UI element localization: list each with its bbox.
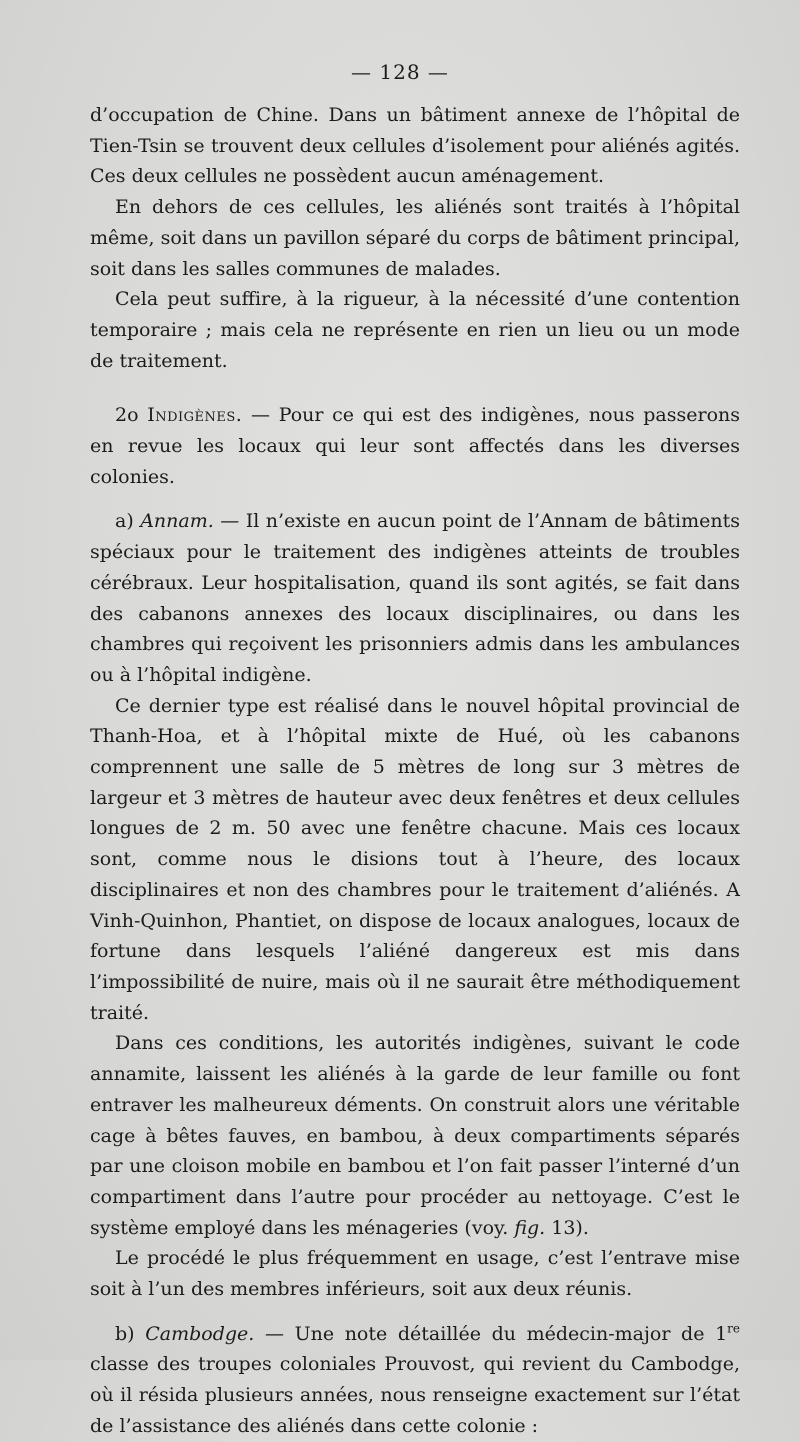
section-heading: Indigènes. bbox=[147, 404, 243, 427]
figure-reference: fig. bbox=[514, 1216, 546, 1239]
paragraph: d’occupation de Chine. Dans un bâtiment annexe de l’hôpital de Tien-Tsin se trouvent deux cellules d’isolement pour aliénés agités. Ces deux cellules ne possèdent aucun aménagement. bbox=[90, 104, 740, 188]
section-text: — Pour ce qui est des indigènes, nous passerons en revue les locaux qui leur sont affectés dans les diverses colonies. bbox=[90, 404, 741, 488]
subsection-title: Cambodge. bbox=[145, 1322, 255, 1345]
subsection-text: — Il n’existe en aucun point de l’Annam de bâtiments spéciaux pour le traitement des indigènes atteints de troubles cérébraux. Leur hospitalisation, quand ils sont agités, se fait dans des cabanons annexes des locaux disciplinaires, ou dans les chambres qui reçoivent les prisonniers admis dans les ambulances ou à l’hôpital indigène. bbox=[90, 510, 741, 686]
subsection-text-after: classe des troupes coloniales Prouvost, qui revient du Cambodge, où il résida plusieurs années, nous renseigne exactement sur l’état de l’assistance des aliénés dans cette colonie : bbox=[90, 1353, 740, 1437]
subsection-text-before: — Une note détaillée du médecin-major de 1 bbox=[264, 1322, 728, 1345]
section-number: 2o bbox=[115, 404, 139, 427]
paragraph: En dehors de ces cellules, les aliénés sont traités à l’hôpital même, soit dans un pavillon séparé du corps de bâtiment principal, soit dans les salles communes de malades. bbox=[90, 196, 740, 280]
paragraph: Cela peut suffire, à la rigueur, à la nécessité d’une contention temporaire ; mais cela ne représente en rien un lieu ou un mode de traitement. bbox=[90, 288, 740, 372]
subsection-label: a) bbox=[115, 510, 134, 533]
superscript: re bbox=[727, 1321, 741, 1336]
paragraph-with-figure-ref bbox=[90, 1028, 740, 1243]
paragraph: Le procédé le plus fréquemment en usage, c’est l’entrave mise soit à l’un des membres inférieurs, soit aux deux réunis. bbox=[90, 1247, 740, 1301]
subsection-title: Annam. bbox=[140, 510, 214, 533]
section-annam bbox=[90, 506, 740, 690]
subsection-label: b) bbox=[115, 1322, 135, 1345]
figure-reference-number: 13). bbox=[545, 1216, 589, 1239]
page-number: — 128 — bbox=[351, 60, 449, 84]
section-cambodge bbox=[90, 1319, 740, 1442]
paragraph: Ce dernier type est réalisé dans le nouvel hôpital provincial de Thanh-Hoa, et à l’hôpital mixte de Hué, où les cabanons comprennent une salle de 5 mètres de long sur 3 mètres de largeur et 3 mètres de hauteur avec deux fenêtres et deux cellules longues de 2 m. 50 avec une fenêtre chacune. Mais ces locaux sont, comme nous le disions tout à l’heure, des locaux disciplinaires et non des chambres pour le traitement d’aliénés. A Vinh-Quinhon, Phantiet, on dispose de locaux analogues, locaux de fortune dans lesquels l’aliéné dangereux est mis dans l’impossibilité de nuire, mais où il ne saurait être méthodiquement traité. bbox=[90, 694, 740, 1024]
section-indigenes bbox=[90, 400, 740, 492]
paragraph-text: Dans ces conditions, les autorités indigènes, suivant le code annamite, laissent les aliénés à la garde de leur famille ou font entraver les malheureux déments. On construit alors une véritable cage à bêtes fauves, en bambou, à deux compartiments séparés par une cloison mobile en bambou et l’on fait passer l’interné d’un compartiment dans l’autre pour procéder au nettoyage. C’est le système employé dans les ménageries (voy. bbox=[90, 1032, 740, 1239]
body-text bbox=[90, 100, 740, 1442]
